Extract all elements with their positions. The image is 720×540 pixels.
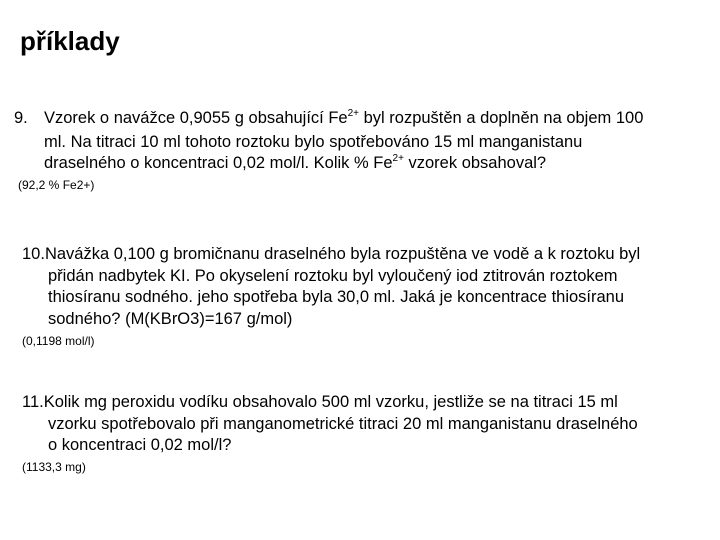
problem-number: 10. bbox=[22, 245, 45, 263]
problem-11-line-2: vzorku spotřebovalo při manganometrické titraci 20 ml manganistanu draselného bbox=[48, 414, 638, 433]
problem-number: 9. bbox=[14, 109, 28, 127]
problem-11-line-1 bbox=[22, 392, 638, 414]
problem-text: byl rozpuštěn a doplněn na objem 100 bbox=[359, 109, 644, 127]
problem-9-line-1 bbox=[14, 108, 643, 132]
problem-9-line-3 bbox=[14, 153, 643, 177]
problem-11 bbox=[22, 392, 638, 457]
problem-9-line-2: ml. Na titraci 10 ml tohoto roztoku bylo spotřebováno 15 ml manganistanu bbox=[44, 132, 583, 151]
problem-text: Navážka 0,100 g bromičnanu draselného byla rozpuštěna ve vodě a k roztoku byl bbox=[44, 245, 641, 263]
problem-10-line-3: thiosíranu sodného. jeho spotřeba byla 30,0 ml. Jaká je koncentrace thiosíranu bbox=[48, 288, 625, 306]
superscript: 2+ bbox=[392, 153, 404, 164]
problem-9 bbox=[14, 108, 643, 177]
problem-11-line-3: o koncentraci 0,02 mol/l? bbox=[48, 436, 232, 454]
problem-text: vzorek obsahoval? bbox=[403, 154, 547, 172]
superscript: 2+ bbox=[347, 108, 360, 119]
problem-text: Kolik mg peroxidu vodíku obsahovalo 500 ml vzorku, jestliže se na titraci 15 ml bbox=[43, 393, 618, 411]
problem-10-line-4: sodného? (M(KBrO3)=167 g/mol) bbox=[48, 309, 293, 328]
problem-number: 11. bbox=[22, 393, 44, 411]
page-title: příklady bbox=[20, 26, 120, 56]
problem-text: Vzorek o navážce 0,9055 g obsahující Fe bbox=[44, 109, 348, 127]
problem-10 bbox=[22, 244, 640, 330]
problem-10-line-2: přidán nadbytek KI. Po okyselení roztoku byl vyloučený iod ztitrován roztokem bbox=[48, 266, 618, 285]
answer-11: (1133,3 mg) bbox=[22, 460, 86, 474]
answer-9: (92,2 % Fe2+) bbox=[18, 178, 95, 192]
problem-text: draselného o koncentraci 0,02 mol/l. Kolik % Fe bbox=[44, 154, 393, 172]
answer-10: (0,1198 mol/l) bbox=[22, 334, 95, 348]
problem-10-line-1 bbox=[22, 244, 640, 266]
